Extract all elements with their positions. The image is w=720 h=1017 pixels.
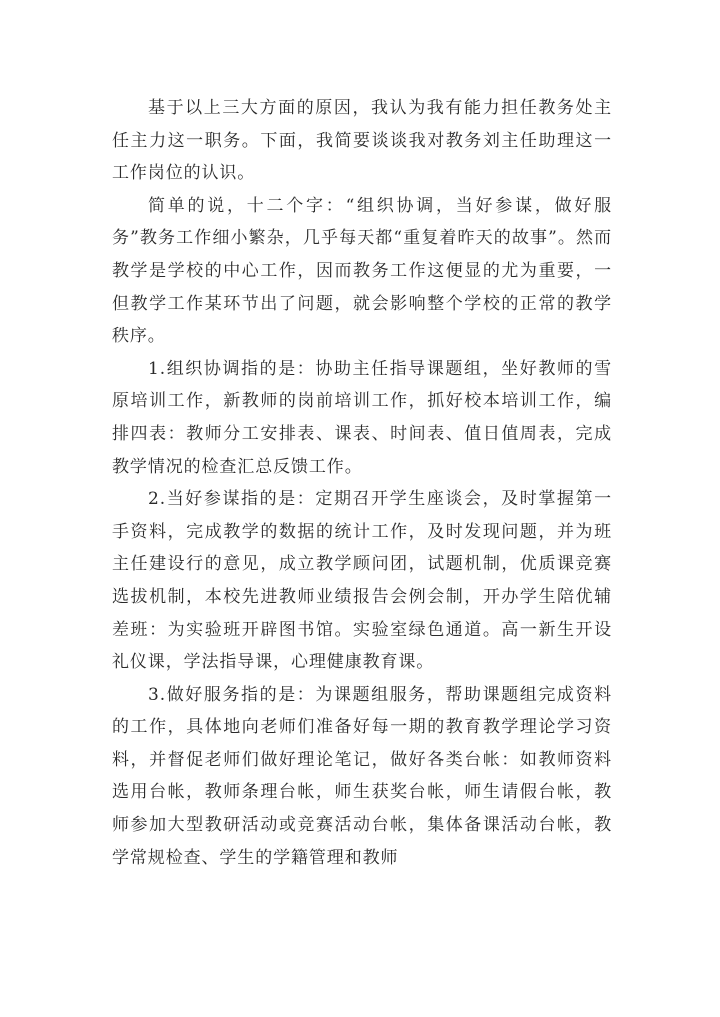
document-body: [112, 92, 612, 874]
paragraph-1: 基于以上三大方面的原因，我认为我有能力担任教务处主任主力这一职务。下面，我简要谈谈我对教务刘主任助理这一工作岗位的认识。: [112, 98, 612, 184]
paragraph-2: 简单的说，十二个字：“组织协调，当好参谋，做好服务”教务工作细小繁杂，几乎每天都“重复着昨天的故事”。然而教学是学校的中心工作，因而教务工作这便显的尤为重要，一但教学工作某环节出了问题，就会影响整个学校的正常的教学秩序。: [112, 195, 612, 347]
paragraph-5: 3.做好服务指的是：为课题组服务，帮助课题组完成资料的工作，具体地向老师们准备好每一期的教育教学理论学习资料，并督促老师们做好理论笔记，做好各类台帐：如教师资料选用台帐，教师条理台帐，师生获奖台帐，师生请假台帐，教师参加大型教研活动或竞赛活动台帐，集体备课活动台帐，教学常规检查、学生的学籍管理和教师: [112, 684, 612, 868]
paragraph-4: 2.当好参谋指的是：定期召开学生座谈会，及时掌握第一手资料，完成教学的数据的统计工作，及时发现问题，并为班主任建设行的意见，成立教学顾问团，试题机制，优质课竞赛选拔机制，本校先进教师业绩报告会例会制，开办学生陪优辅差班：为实验班开辟图书馆。实验室绿色通道。高一新生开设礼仪课，学法指导课，心理健康教育课。: [112, 489, 612, 673]
paragraph-3: 1.组织协调指的是：协助主任指导课题组，坐好教师的雪原培训工作，新教师的岗前培训工作，抓好校本培训工作，编排四表：教师分工安排表、课表、时间表、值日值周表，完成教学情况的检查汇总反馈工作。: [112, 358, 612, 477]
